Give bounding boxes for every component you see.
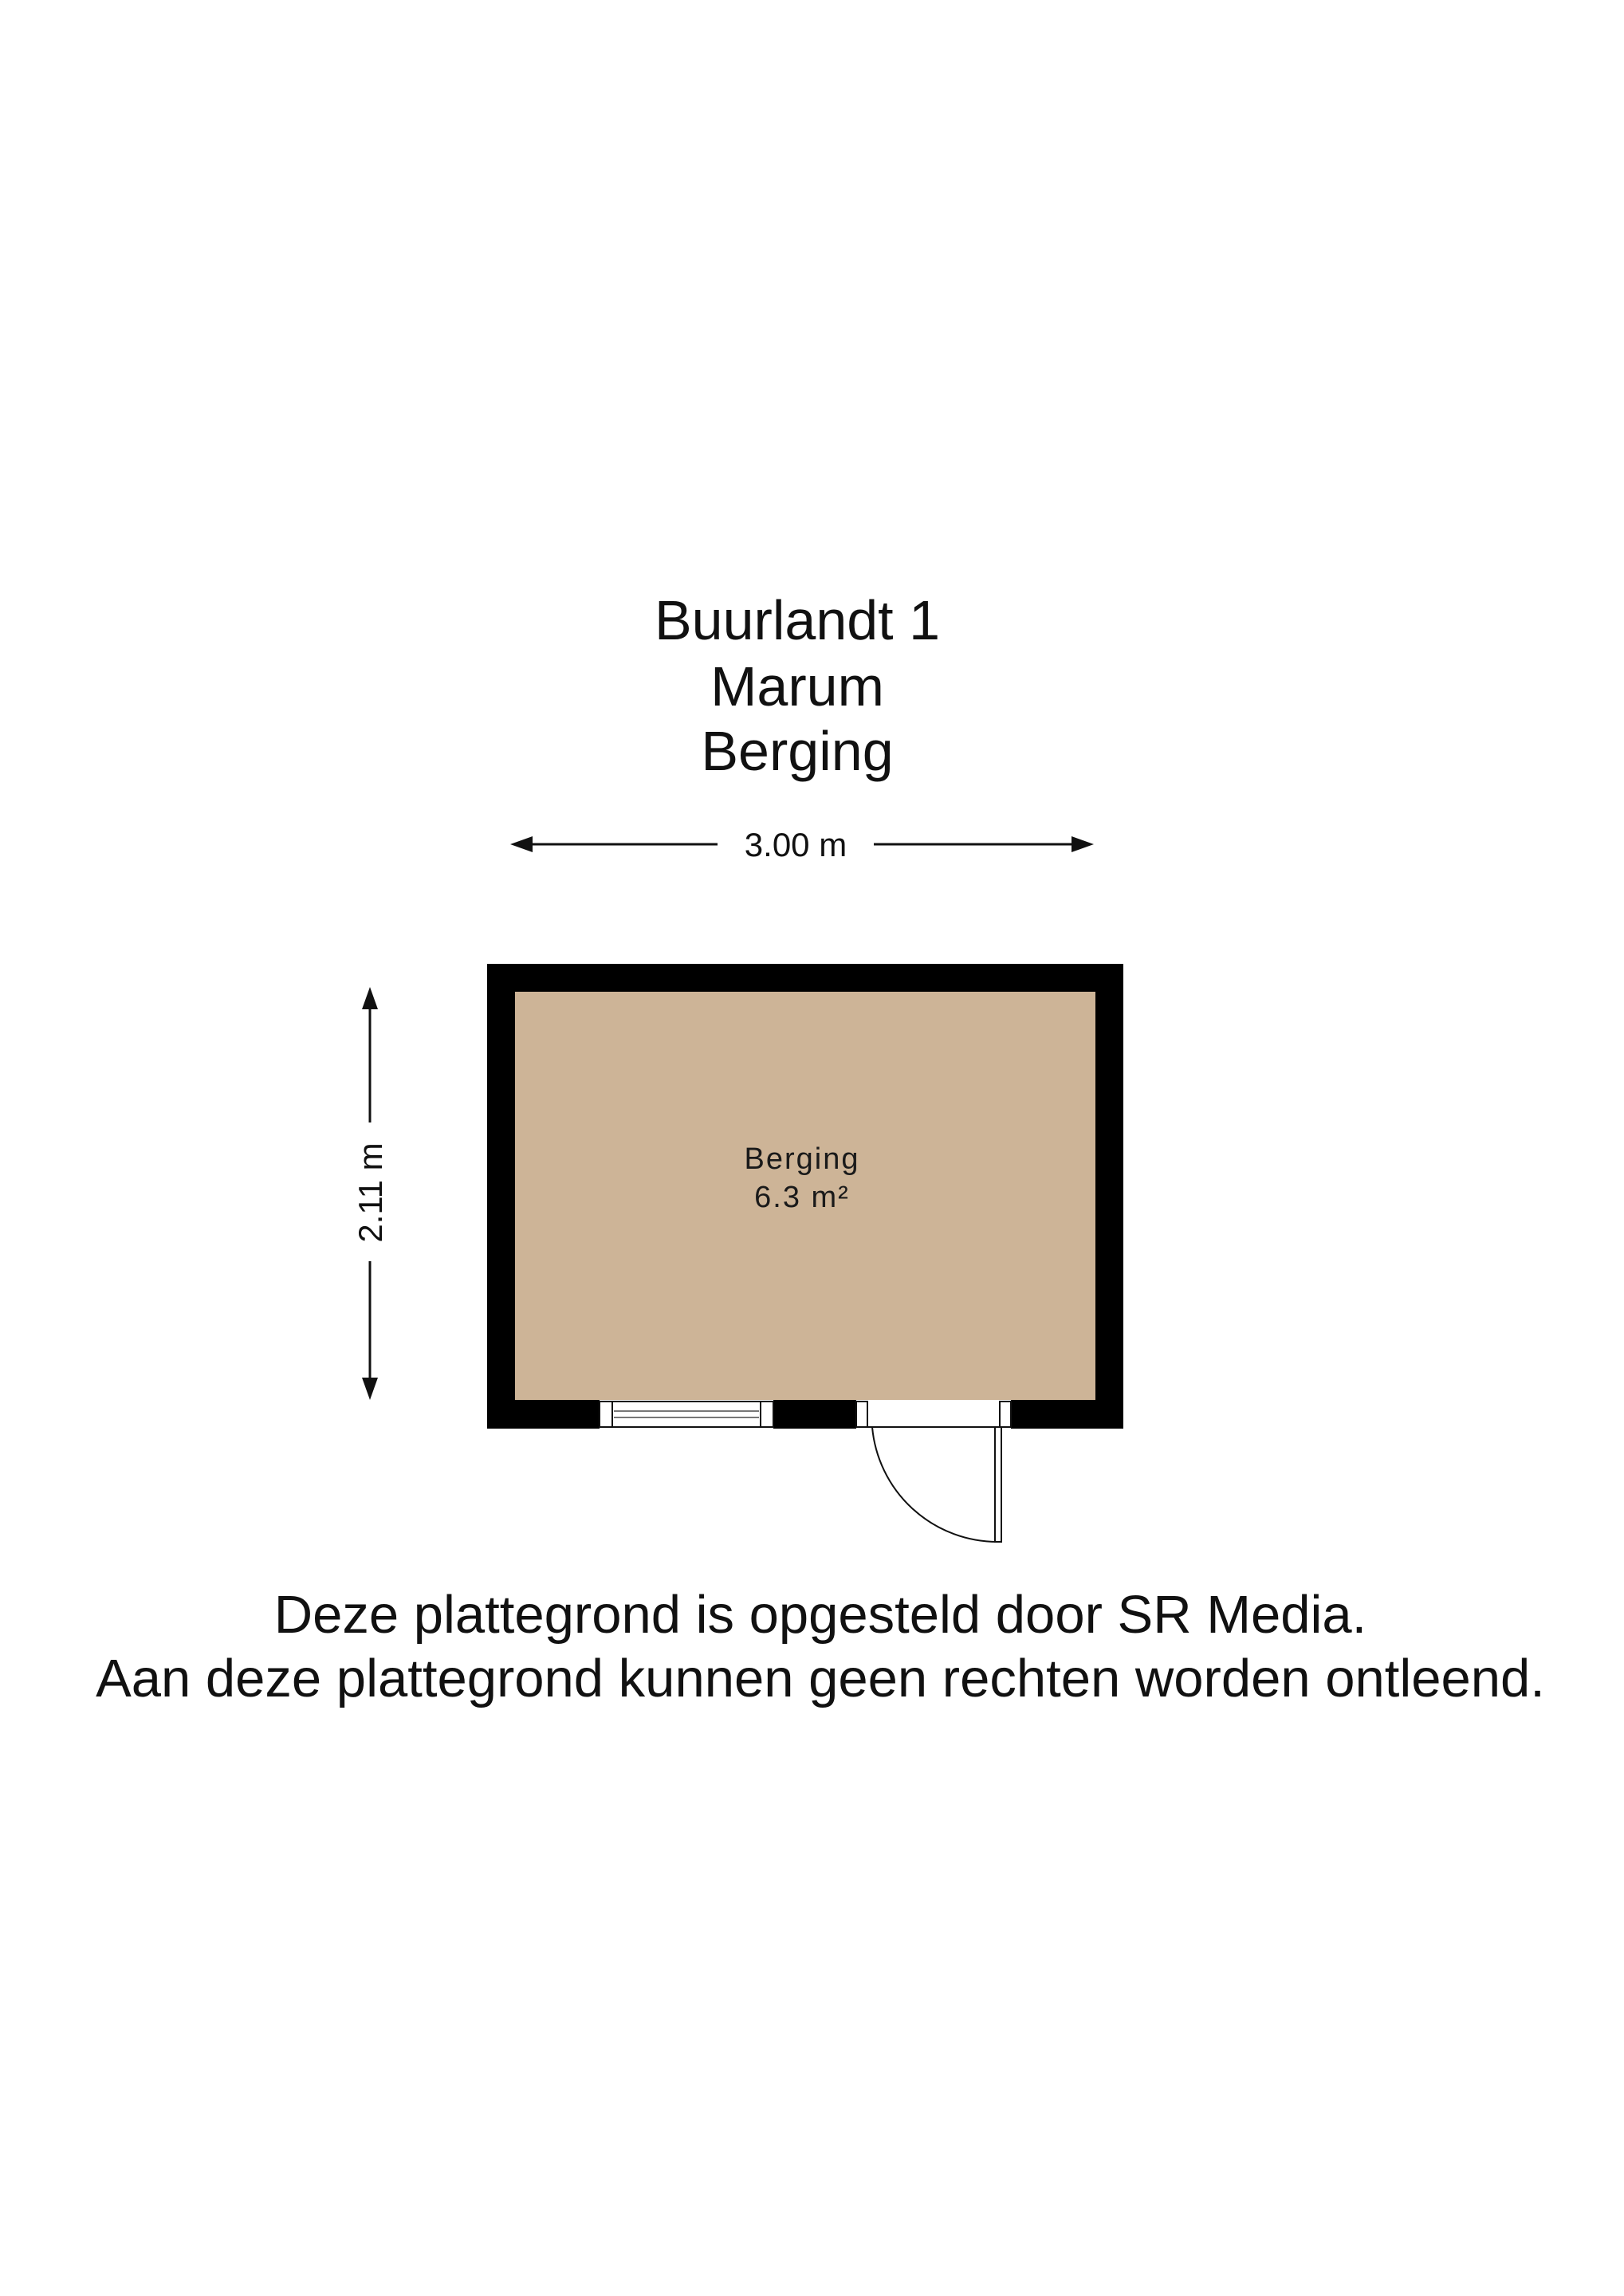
door-swing-arc [872, 1427, 998, 1542]
disclaimer-line-2: Aan deze plattegrond kunnen geen rechten worden ontleend. [96, 1649, 1545, 1708]
width-arrowhead-left [510, 836, 533, 852]
height-arrowhead-top [362, 987, 378, 1009]
height-arrowhead-bottom [362, 1378, 378, 1400]
disclaimer-line-1: Deze plattegrond is opgesteld door SR Media. [273, 1585, 1367, 1645]
window [600, 1400, 773, 1429]
city-title: Marum [710, 655, 884, 718]
width-dimension [510, 826, 1094, 863]
floor-title: Berging [701, 720, 894, 782]
room-berging [487, 964, 1123, 1542]
address-title: Buurlandt 1 [654, 589, 941, 651]
height-dimension [352, 987, 389, 1400]
height-label: 2.11 m [352, 1142, 389, 1243]
room-area: 6.3 m² [754, 1181, 850, 1214]
width-arrowhead-right [1072, 836, 1094, 852]
door [856, 1400, 1011, 1542]
door-leaf [995, 1427, 1001, 1542]
room-name: Berging [744, 1142, 860, 1176]
width-label: 3.00 m [744, 826, 847, 863]
